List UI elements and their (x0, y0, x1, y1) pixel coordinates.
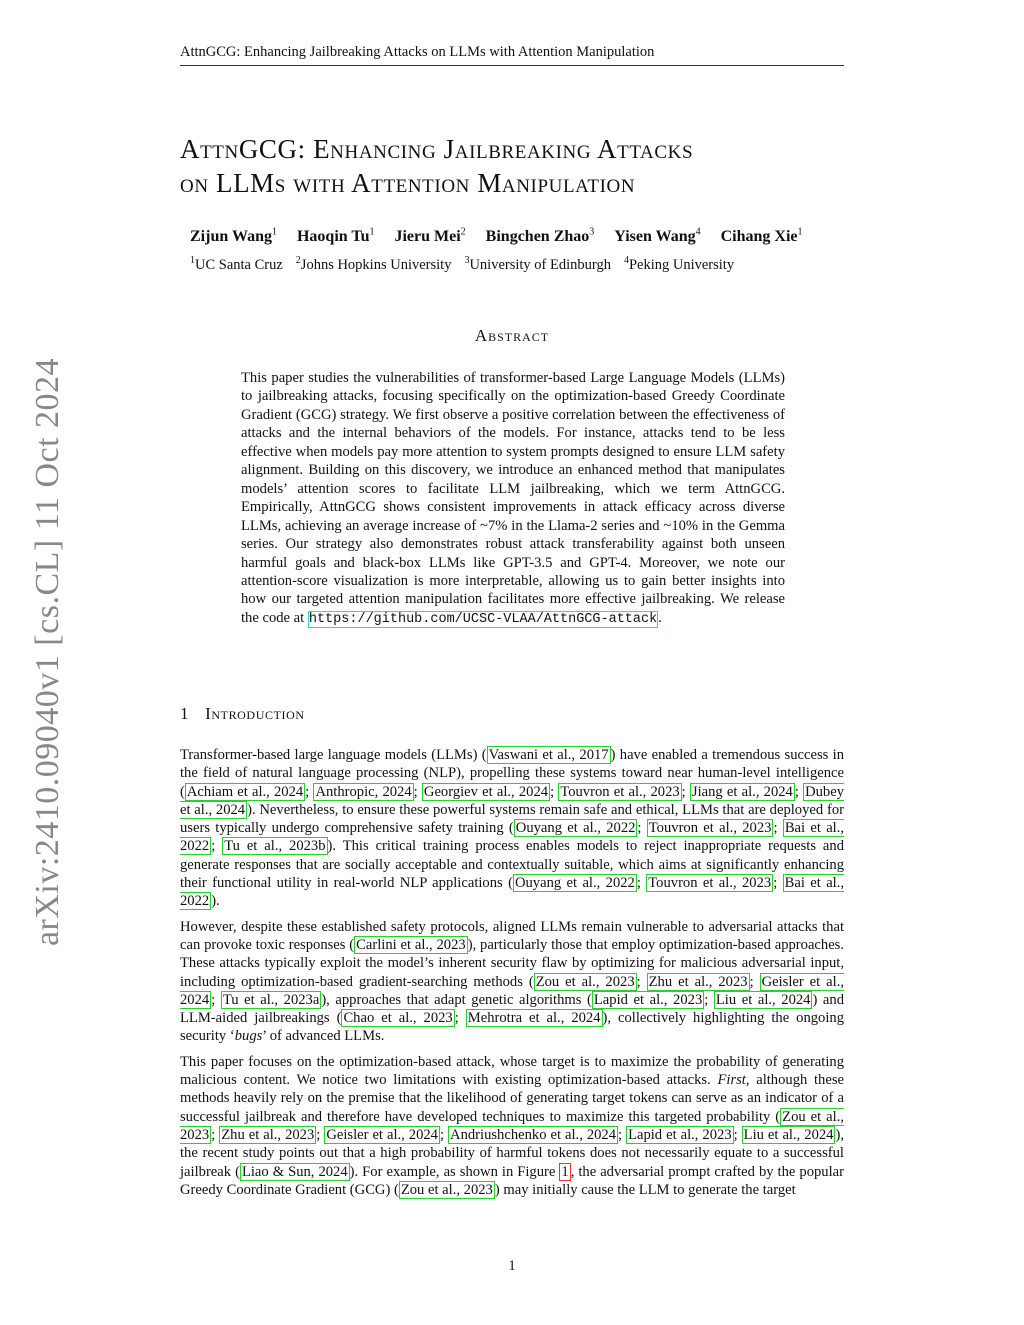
text-run: This paper focuses on the optimization-based attack, whose target is to maximize the probability of generating malicious content. We notice two limitations with existing optimization-based attacks. (180, 1053, 844, 1089)
citation-link[interactable]: Mehrotra et al., 2024 (467, 1010, 601, 1027)
citation-link[interactable]: Geisler et al., 2024 (326, 1126, 438, 1143)
paper-title (180, 132, 844, 200)
emphasis: First (717, 1072, 746, 1089)
citation-link[interactable]: Lapid et al., 2023 (593, 991, 703, 1008)
citation-link[interactable]: Liu et al., 2024 (715, 991, 811, 1008)
text-run: ), approaches that adapt genetic algorithms ( (321, 991, 592, 1008)
text-run: ; (704, 991, 714, 1008)
text-run: ’ of advanced LLMs. (262, 1028, 385, 1045)
title-line-1: AttnGCG: Enhancing Jailbreaking Attacks (180, 134, 694, 164)
text-run: ) may initially cause the LLM to generate the target (494, 1181, 796, 1198)
title-line-2: on LLMs with Attention Manipulation (180, 168, 636, 198)
text-run: ; (681, 783, 690, 800)
text-run: ; (316, 1126, 325, 1143)
text-run: ; (773, 875, 783, 892)
text-run: ) and LLM-aided jailbreakings ( (180, 991, 844, 1027)
citation-link[interactable]: Liu et al., 2024 (743, 1126, 834, 1143)
author-name: Bingchen Zhao$^3$ (485, 227, 595, 246)
citation-link[interactable]: Zou et al., 2023 (400, 1181, 493, 1198)
citation-link[interactable]: Touvron et al., 2023 (560, 783, 680, 800)
citation-link[interactable]: Lapid et al., 2023 (628, 1126, 732, 1143)
affiliation-list (190, 255, 747, 274)
citation-link[interactable]: Georgiev et al., 2024 (423, 783, 549, 800)
text-run: ; (637, 820, 647, 837)
text-run: ; (439, 1126, 449, 1143)
text-run: ; (211, 838, 223, 855)
text-run: ; (749, 973, 760, 990)
author-name: Cihang Xie$^1$ (720, 227, 803, 246)
text-run: ) have enabled a tremendous success in the field of natural language processing (NLP), propelling these systems toward near human-level intelligence ( (180, 747, 844, 800)
citation-link[interactable]: Tu et al., 2023a (222, 991, 320, 1008)
text-run: ; (305, 783, 314, 800)
author-list (190, 227, 823, 246)
section-title: Introduction (205, 704, 305, 723)
section-number: 1 (180, 704, 190, 723)
author-name: Zijun Wang$^1$ (190, 227, 277, 246)
text-run: ; (211, 1126, 220, 1143)
affiliation: $^4$Peking University (623, 255, 735, 273)
abstract-body (241, 369, 785, 629)
abstract-end: . (658, 609, 662, 626)
citation-link[interactable]: Ouyang et al., 2022 (514, 875, 635, 892)
code-link[interactable]: https://github.com/UCSC-VLAA/AttnGCG-attack (308, 611, 658, 627)
citation-link[interactable]: Achiam et al., 2024 (186, 783, 304, 800)
running-head: AttnGCG: Enhancing Jailbreaking Attacks on LLMs with Attention Manipulation (180, 44, 844, 66)
text-run: ). This critical training process enables models to reject inappropriate requests and generate responses that are socially acceptable and contextually suitable, which aims at significantly enhancing their functional utility in real-world NLP applications ( (180, 838, 845, 892)
author-name: Haoqin Tu$^1$ (296, 227, 375, 246)
author-name: Jieru Mei$^2$ (394, 227, 466, 246)
citation-link[interactable]: Zhu et al., 2023 (221, 1126, 315, 1143)
text-run: ; (413, 783, 422, 800)
text-run: ; (733, 1126, 742, 1143)
text-run: However, despite these established safety protocols, aligned LLMs remain vulnerable to adversarial attacks that can provoke toxic responses ( (180, 918, 844, 953)
citation-link[interactable]: Chao et al., 2023 (343, 1010, 453, 1027)
text-run: ; (550, 783, 559, 800)
citation-link[interactable]: Anthropic, 2024 (315, 783, 412, 800)
text-run: ). Nevertheless, to ensure these powerful systems remain safe and ethical, LLMs that are deployed for users typically undergo comprehensive safety training ( (180, 801, 844, 837)
text-run: ). For example, as shown in Figure (349, 1163, 560, 1180)
text-run: ; (773, 820, 783, 837)
citation-link[interactable]: Bai et al., 2022 (180, 875, 845, 910)
citation-link[interactable]: Jiang et al., 2024 (691, 783, 793, 800)
emphasis: bugs (234, 1028, 263, 1045)
text-run: ; (454, 1010, 466, 1027)
introduction-body (180, 746, 844, 1206)
citation-link[interactable]: Vaswani et al., 2017 (488, 747, 609, 763)
citation-link[interactable]: Zhu et al., 2023 (648, 973, 748, 990)
paragraph (180, 746, 844, 911)
text-run: ; (794, 783, 804, 800)
text-run: ; (211, 991, 221, 1008)
affiliation: $^3$University of Edinburgh (464, 255, 611, 273)
abstract-text: This paper studies the vulnerabilities of transformer-based Large Language Models (LLMs) to jailbreaking attacks, focusing specifically on the optimization-based Greedy Coordinate Gradient (GCG) strategy. We first observe a positive correlation between the effectiveness of attacks and the internal behaviors of the models. For instance, attacks tend to be less effective when models pay more attention to system prompts designed to ensure LLM safety alignment. Building on this discovery, we introduce an enhanced method that manipulates models’ attention scores to facilitate LLM jailbreaking, which we term AttnGCG. Empirically, AttnGCG shows consistent improvements in attack efficacy across diverse LLMs, achieving an average increase of ~7% in the Llama-2 series and ~10% in the Gemma series. Our strategy also demonstrates robust attack transferability against both unseen harmful goals and black-box LLMs like GPT-3.5 and GPT-4. Moreover, we note our attention-score visualization is more interpretable, allowing us to gain better insights into how our targeted attention manipulation facilitates more effective jailbreaking. We release the code at (241, 370, 785, 626)
citation-link[interactable]: Carlini et al., 2023 (356, 936, 466, 953)
text-run: ), particularly those that employ optimization-based approaches. These attacks typically exploit the model’s inherent security flaw by optimizing for malicious adversarial input, including optimization-based gradient-searching methods ( (180, 936, 845, 990)
text-run: Transformer-based large language models (LLMs) ( (180, 747, 487, 763)
citation-link[interactable]: Liao & Sun, 2024 (241, 1163, 348, 1180)
citation-link[interactable]: Touvron et al., 2023 (648, 875, 772, 892)
text-run: ; (636, 973, 647, 990)
citation-link[interactable]: Touvron et al., 2023 (648, 820, 772, 837)
section-heading (180, 704, 305, 724)
citation-link[interactable]: Andriushchenko et al., 2024 (450, 1126, 617, 1143)
figure-ref-link[interactable]: 1 (561, 1163, 569, 1180)
paragraph (180, 918, 844, 1046)
citation-link[interactable]: Bai et al., 2022 (180, 820, 845, 855)
text-run: , although these methods heavily rely on the premise that the likelihood of generating target tokens can serve as an indicator of a successful jailbreak and therefore have developed techniques to maximize this targeted probability ( (180, 1072, 844, 1125)
text-run: ). (211, 893, 220, 910)
citation-link[interactable]: Geisler et al., 2024 (180, 973, 844, 1008)
affiliation: $^1$UC Santa Cruz (190, 255, 283, 273)
abstract-heading: Abstract (474, 326, 550, 345)
author-name: Yisen Wang$^4$ (614, 227, 701, 246)
text-run: , the adversarial prompt crafted by the popular Greedy Coordinate Gradient (GCG) ( (180, 1163, 844, 1198)
affiliation: $^2$Johns Hopkins University (295, 255, 452, 273)
text-run: ), the recent study points out that a high probability of harmful tokens does not necessarily equate to a successful jailbreak ( (180, 1126, 844, 1180)
citation-link[interactable]: Zou et al., 2023 (535, 973, 635, 990)
text-run: ; (636, 875, 647, 892)
arxiv-stamp: arXiv:2410.09040v1 [cs.CL] 11 Oct 2024 (29, 357, 66, 947)
text-run: ), collectively highlighting the ongoing security ‘ (180, 1010, 844, 1045)
citation-link[interactable]: Tu et al., 2023b (224, 838, 326, 855)
page-number: 1 (508, 1258, 516, 1274)
text-run: ; (618, 1126, 627, 1143)
paragraph (180, 1053, 844, 1199)
citation-link[interactable]: Zou et al., 2023 (180, 1108, 845, 1143)
citation-link[interactable]: Dubey et al., 2024 (180, 783, 845, 818)
citation-link[interactable]: Ouyang et al., 2022 (515, 820, 636, 837)
